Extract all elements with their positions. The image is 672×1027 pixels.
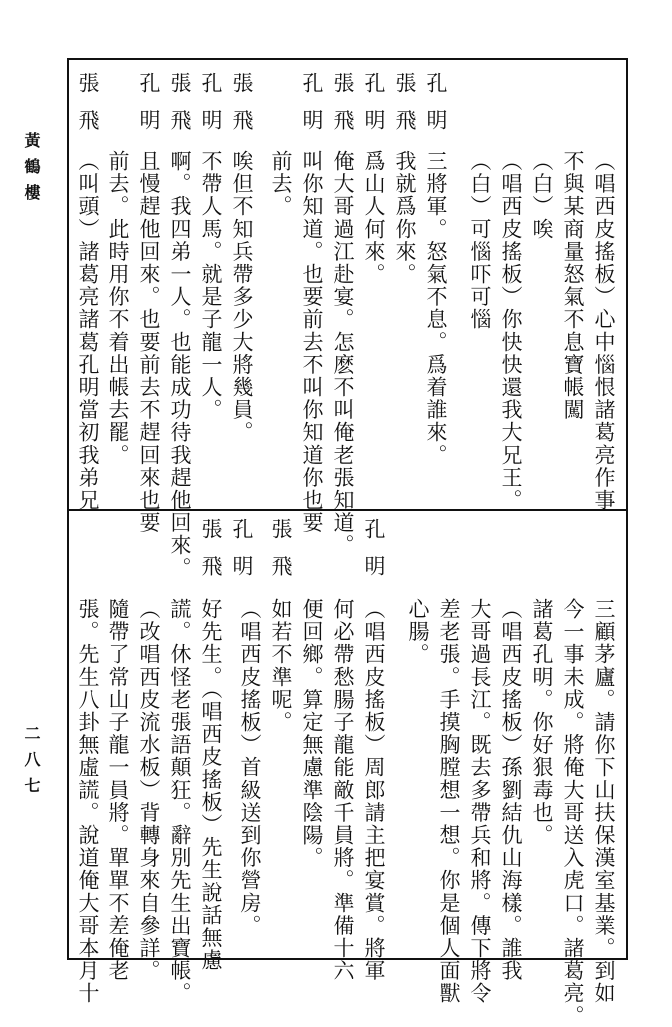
- speaker-label: 張飛: [168, 72, 192, 146]
- text-line: 心腸。: [406, 598, 430, 666]
- text-line: （唱西皮搖板）首級送到你營房。: [238, 598, 262, 937]
- speaker-label: 孔明: [230, 518, 254, 592]
- text-line: 如若不準呢。: [269, 598, 293, 734]
- text-line: （唱西皮搖板）周郎請主把宴賞。將軍: [362, 598, 386, 983]
- book-title: 黃鶴樓: [22, 132, 41, 210]
- text-line: 唉但不知兵帶多少大將幾員。: [230, 150, 254, 444]
- text-line: 隨帶了常山子龍一員將。單單不差俺老: [106, 598, 130, 983]
- speaker-label: 孔明: [300, 72, 324, 146]
- speaker-label: 孔明: [199, 72, 223, 146]
- speaker-label: 張飛: [331, 72, 355, 146]
- text-line: 何必帶愁腸子龍能敵千員將。準備十六: [331, 598, 355, 983]
- text-line: 前去。此時用你不着出帳去罷。: [106, 150, 130, 467]
- text-line: 謊。休怪老張語顛狂。辭別先生出寶帳。: [168, 598, 192, 1005]
- text-line: 我就爲你來。: [393, 150, 417, 286]
- text-line: 前去。: [269, 150, 293, 218]
- speaker-label: 張飛: [76, 72, 100, 146]
- text-line: 不與某商量怒氣不息寶帳闖: [561, 150, 585, 422]
- text-line: （白）可惱吓可惱: [468, 150, 492, 331]
- text-line: （唱西皮搖板）你快快還我大兄王。: [499, 150, 523, 512]
- text-line: 不帶人馬。就是子龍一人。: [199, 150, 223, 422]
- text-line: 爲山人何來。: [362, 150, 386, 286]
- speaker-label: 孔明: [137, 72, 161, 146]
- page-number: 二八七: [22, 725, 41, 803]
- speaker-label: 張飛: [230, 72, 254, 146]
- speaker-label: 張飛: [269, 518, 293, 592]
- text-line: 大哥過長江。既去多帶兵和將。傳下將令: [468, 598, 492, 1005]
- text-line: （唱西皮搖板）孫劉結仇山海樣。誰我: [499, 598, 523, 983]
- text-line: 俺大哥過江赴宴。怎麽不叫俺老張知道。: [331, 150, 355, 557]
- text-line: 便回鄉。算定無慮準陰陽。: [300, 598, 324, 870]
- text-line: （改唱西皮流水板）背轉身來自參詳。: [137, 598, 161, 983]
- speaker-label: 孔明: [362, 72, 386, 146]
- text-line: 叫你知道。也要前去不叫你知道你也要: [300, 150, 324, 535]
- text-line: （白）唉: [530, 150, 554, 241]
- text-line: 三將軍。怒氣不息。爲着誰來。: [424, 150, 448, 467]
- text-line: （叫頭）諸葛亮諸葛孔明當初我弟兄: [76, 150, 100, 512]
- speaker-label: 孔明: [424, 72, 448, 146]
- text-line: 今一事未成。將俺大哥送入虎口。諸葛亮。: [561, 598, 585, 1027]
- text-line: （唱西皮搖板）心中惱恨諸葛亮作事: [592, 150, 616, 512]
- text-line: 差老張。手摸胸膛想一想。你是個人面獸: [437, 598, 461, 1005]
- speaker-label: 張飛: [393, 72, 417, 146]
- text-line: 好先生。（唱西皮搖板）先生說話無慮: [199, 598, 223, 972]
- speaker-label: 張飛: [199, 518, 223, 592]
- speaker-label: 孔明: [362, 518, 386, 592]
- text-line: 諸葛孔明。你好狠毒也。: [530, 598, 554, 847]
- text-line: 三顧茅廬。請你下山扶保漢室基業。到如: [592, 598, 616, 1005]
- text-line: 且慢趕他回來。也要前去不趕回來也要: [137, 150, 161, 535]
- text-line: 張。先生八卦無虛謊。說道俺大哥本月十: [76, 598, 100, 1005]
- text-line: 啊。我四弟一人。也能成功待我趕他回來。: [168, 150, 192, 580]
